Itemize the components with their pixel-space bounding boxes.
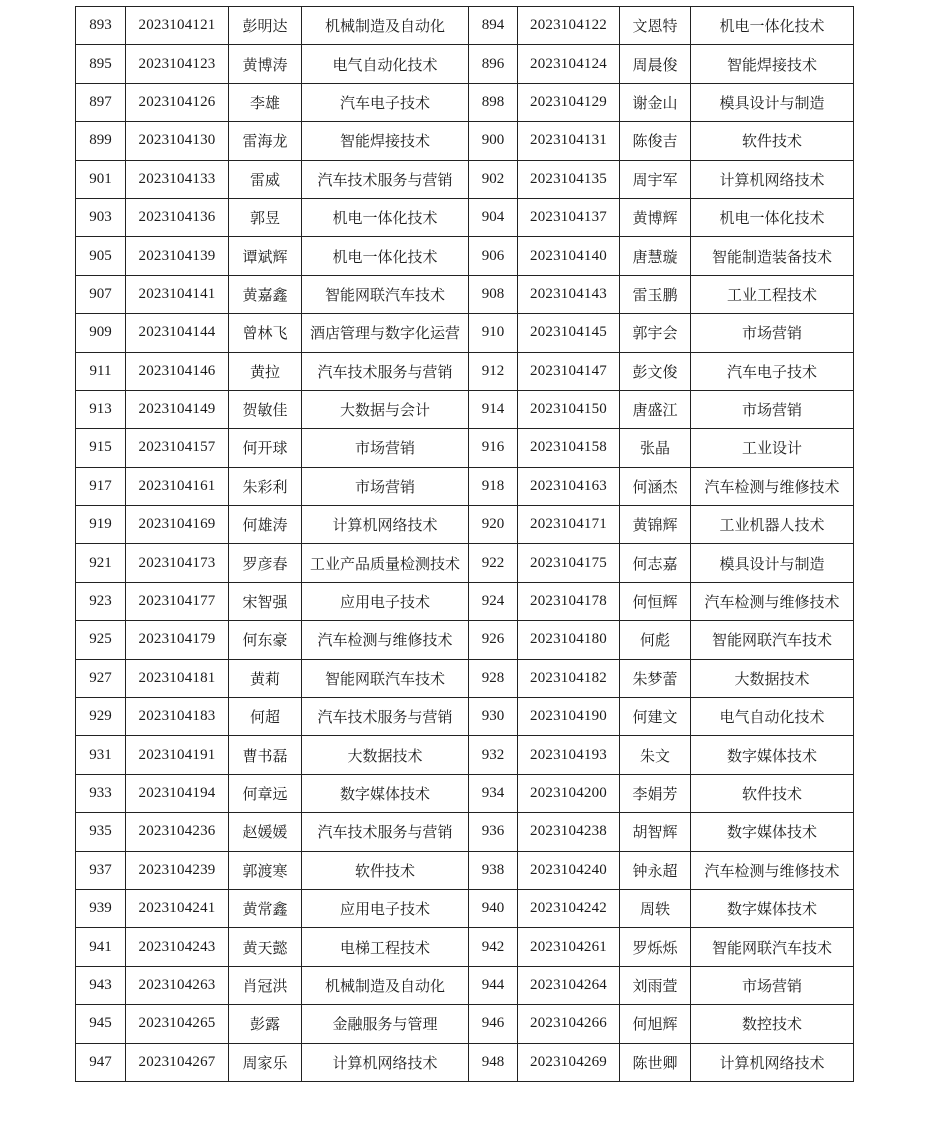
student-id-cell: 2023104144 <box>126 314 229 352</box>
student-name-cell: 胡智辉 <box>620 813 691 851</box>
student-id-cell: 2023104135 <box>518 160 620 198</box>
roster-body <box>76 7 854 1082</box>
student-name-cell: 谢金山 <box>620 83 691 121</box>
student-id-cell: 2023104182 <box>518 659 620 697</box>
student-id-cell: 2023104124 <box>518 45 620 83</box>
major-cell: 智能网联汽车技术 <box>302 275 469 313</box>
student-id-cell: 2023104158 <box>518 429 620 467</box>
major-cell: 市场营销 <box>691 314 854 352</box>
seq-number-cell: 943 <box>76 966 126 1004</box>
major-cell: 软件技术 <box>691 774 854 812</box>
table-row <box>76 851 854 889</box>
student-id-cell: 2023104266 <box>518 1005 620 1043</box>
seq-number-cell: 933 <box>76 774 126 812</box>
major-cell: 智能网联汽车技术 <box>691 621 854 659</box>
seq-number-cell: 898 <box>469 83 518 121</box>
student-id-cell: 2023104264 <box>518 966 620 1004</box>
student-name-cell: 周宇军 <box>620 160 691 198</box>
student-id-cell: 2023104143 <box>518 275 620 313</box>
student-name-cell: 何雄涛 <box>229 506 302 544</box>
seq-number-cell: 927 <box>76 659 126 697</box>
table-row <box>76 83 854 121</box>
student-id-cell: 2023104242 <box>518 889 620 927</box>
seq-number-cell: 917 <box>76 467 126 505</box>
table-row <box>76 659 854 697</box>
student-name-cell: 黄博辉 <box>620 198 691 236</box>
table-row <box>76 928 854 966</box>
major-cell: 计算机网络技术 <box>691 1043 854 1081</box>
major-cell: 汽车技术服务与营销 <box>302 698 469 736</box>
seq-number-cell: 941 <box>76 928 126 966</box>
student-name-cell: 李雄 <box>229 83 302 121</box>
student-id-cell: 2023104130 <box>126 122 229 160</box>
major-cell: 应用电子技术 <box>302 889 469 927</box>
major-cell: 电气自动化技术 <box>691 698 854 736</box>
seq-number-cell: 935 <box>76 813 126 851</box>
major-cell: 汽车技术服务与营销 <box>302 160 469 198</box>
seq-number-cell: 911 <box>76 352 126 390</box>
seq-number-cell: 945 <box>76 1005 126 1043</box>
student-name-cell: 何建文 <box>620 698 691 736</box>
student-name-cell: 谭斌辉 <box>229 237 302 275</box>
student-id-cell: 2023104149 <box>126 390 229 428</box>
seq-number-cell: 910 <box>469 314 518 352</box>
major-cell: 工业工程技术 <box>691 275 854 313</box>
major-cell: 数控技术 <box>691 1005 854 1043</box>
student-name-cell: 郭昱 <box>229 198 302 236</box>
student-id-cell: 2023104173 <box>126 544 229 582</box>
table-row <box>76 198 854 236</box>
student-id-cell: 2023104126 <box>126 83 229 121</box>
major-cell: 汽车技术服务与营销 <box>302 352 469 390</box>
student-name-cell: 罗烁烁 <box>620 928 691 966</box>
table-row <box>76 889 854 927</box>
student-roster-table <box>75 6 854 1082</box>
student-id-cell: 2023104129 <box>518 83 620 121</box>
student-name-cell: 文恩特 <box>620 7 691 45</box>
table-row <box>76 122 854 160</box>
major-cell: 计算机网络技术 <box>302 506 469 544</box>
table-row <box>76 813 854 851</box>
table-row <box>76 7 854 45</box>
table-row <box>76 544 854 582</box>
student-name-cell: 彭明达 <box>229 7 302 45</box>
seq-number-cell: 902 <box>469 160 518 198</box>
major-cell: 计算机网络技术 <box>302 1043 469 1081</box>
major-cell: 电气自动化技术 <box>302 45 469 83</box>
seq-number-cell: 937 <box>76 851 126 889</box>
student-id-cell: 2023104140 <box>518 237 620 275</box>
student-name-cell: 唐盛江 <box>620 390 691 428</box>
student-id-cell: 2023104131 <box>518 122 620 160</box>
student-name-cell: 郭宇会 <box>620 314 691 352</box>
seq-number-cell: 925 <box>76 621 126 659</box>
seq-number-cell: 946 <box>469 1005 518 1043</box>
major-cell: 市场营销 <box>691 966 854 1004</box>
table-row <box>76 352 854 390</box>
seq-number-cell: 923 <box>76 582 126 620</box>
seq-number-cell: 948 <box>469 1043 518 1081</box>
student-id-cell: 2023104239 <box>126 851 229 889</box>
student-id-cell: 2023104121 <box>126 7 229 45</box>
seq-number-cell: 899 <box>76 122 126 160</box>
major-cell: 市场营销 <box>691 390 854 428</box>
seq-number-cell: 929 <box>76 698 126 736</box>
student-name-cell: 何开球 <box>229 429 302 467</box>
student-id-cell: 2023104169 <box>126 506 229 544</box>
seq-number-cell: 894 <box>469 7 518 45</box>
major-cell: 机械制造及自动化 <box>302 966 469 1004</box>
major-cell: 金融服务与管理 <box>302 1005 469 1043</box>
student-id-cell: 2023104269 <box>518 1043 620 1081</box>
student-id-cell: 2023104178 <box>518 582 620 620</box>
student-id-cell: 2023104243 <box>126 928 229 966</box>
seq-number-cell: 908 <box>469 275 518 313</box>
seq-number-cell: 893 <box>76 7 126 45</box>
seq-number-cell: 921 <box>76 544 126 582</box>
seq-number-cell: 936 <box>469 813 518 851</box>
student-id-cell: 2023104157 <box>126 429 229 467</box>
student-name-cell: 宋智强 <box>229 582 302 620</box>
student-name-cell: 曾林飞 <box>229 314 302 352</box>
table-row <box>76 698 854 736</box>
seq-number-cell: 912 <box>469 352 518 390</box>
major-cell: 电梯工程技术 <box>302 928 469 966</box>
student-name-cell: 雷威 <box>229 160 302 198</box>
student-name-cell: 朱梦蕾 <box>620 659 691 697</box>
student-name-cell: 雷海龙 <box>229 122 302 160</box>
seq-number-cell: 919 <box>76 506 126 544</box>
student-name-cell: 朱文 <box>620 736 691 774</box>
student-name-cell: 周家乐 <box>229 1043 302 1081</box>
table-row <box>76 582 854 620</box>
student-name-cell: 黄嘉鑫 <box>229 275 302 313</box>
major-cell: 数字媒体技术 <box>691 736 854 774</box>
major-cell: 机电一体化技术 <box>691 198 854 236</box>
seq-number-cell: 903 <box>76 198 126 236</box>
major-cell: 模具设计与制造 <box>691 544 854 582</box>
student-name-cell: 刘雨萱 <box>620 966 691 1004</box>
student-id-cell: 2023104139 <box>126 237 229 275</box>
major-cell: 机电一体化技术 <box>691 7 854 45</box>
student-id-cell: 2023104236 <box>126 813 229 851</box>
major-cell: 大数据技术 <box>691 659 854 697</box>
major-cell: 计算机网络技术 <box>691 160 854 198</box>
student-id-cell: 2023104161 <box>126 467 229 505</box>
major-cell: 工业设计 <box>691 429 854 467</box>
student-name-cell: 何涵杰 <box>620 467 691 505</box>
student-id-cell: 2023104175 <box>518 544 620 582</box>
student-id-cell: 2023104146 <box>126 352 229 390</box>
major-cell: 汽车电子技术 <box>691 352 854 390</box>
student-id-cell: 2023104122 <box>518 7 620 45</box>
student-name-cell: 何恒辉 <box>620 582 691 620</box>
seq-number-cell: 944 <box>469 966 518 1004</box>
seq-number-cell: 904 <box>469 198 518 236</box>
seq-number-cell: 897 <box>76 83 126 121</box>
table-row <box>76 467 854 505</box>
student-name-cell: 黄莉 <box>229 659 302 697</box>
student-name-cell: 黄博涛 <box>229 45 302 83</box>
student-id-cell: 2023104200 <box>518 774 620 812</box>
seq-number-cell: 916 <box>469 429 518 467</box>
seq-number-cell: 942 <box>469 928 518 966</box>
student-id-cell: 2023104137 <box>518 198 620 236</box>
student-name-cell: 郭渡寒 <box>229 851 302 889</box>
table-row <box>76 314 854 352</box>
student-name-cell: 曹书磊 <box>229 736 302 774</box>
seq-number-cell: 909 <box>76 314 126 352</box>
student-id-cell: 2023104194 <box>126 774 229 812</box>
table-row <box>76 45 854 83</box>
student-name-cell: 彭露 <box>229 1005 302 1043</box>
student-id-cell: 2023104150 <box>518 390 620 428</box>
major-cell: 智能制造装备技术 <box>691 237 854 275</box>
seq-number-cell: 905 <box>76 237 126 275</box>
student-name-cell: 肖冠洪 <box>229 966 302 1004</box>
table-row <box>76 429 854 467</box>
major-cell: 汽车检测与维修技术 <box>691 582 854 620</box>
student-name-cell: 何彪 <box>620 621 691 659</box>
major-cell: 数字媒体技术 <box>691 813 854 851</box>
seq-number-cell: 895 <box>76 45 126 83</box>
seq-number-cell: 918 <box>469 467 518 505</box>
table-row <box>76 160 854 198</box>
major-cell: 智能焊接技术 <box>691 45 854 83</box>
seq-number-cell: 901 <box>76 160 126 198</box>
major-cell: 智能网联汽车技术 <box>302 659 469 697</box>
student-name-cell: 何旭辉 <box>620 1005 691 1043</box>
student-id-cell: 2023104238 <box>518 813 620 851</box>
table-row <box>76 736 854 774</box>
seq-number-cell: 938 <box>469 851 518 889</box>
student-id-cell: 2023104145 <box>518 314 620 352</box>
student-id-cell: 2023104261 <box>518 928 620 966</box>
student-id-cell: 2023104190 <box>518 698 620 736</box>
seq-number-cell: 930 <box>469 698 518 736</box>
major-cell: 应用电子技术 <box>302 582 469 620</box>
student-id-cell: 2023104183 <box>126 698 229 736</box>
student-name-cell: 何超 <box>229 698 302 736</box>
student-name-cell: 彭文俊 <box>620 352 691 390</box>
seq-number-cell: 940 <box>469 889 518 927</box>
student-name-cell: 何志嘉 <box>620 544 691 582</box>
student-id-cell: 2023104191 <box>126 736 229 774</box>
table-row <box>76 237 854 275</box>
major-cell: 汽车检测与维修技术 <box>691 467 854 505</box>
seq-number-cell: 931 <box>76 736 126 774</box>
seq-number-cell: 913 <box>76 390 126 428</box>
major-cell: 大数据与会计 <box>302 390 469 428</box>
student-name-cell: 贺敏佳 <box>229 390 302 428</box>
student-id-cell: 2023104147 <box>518 352 620 390</box>
seq-number-cell: 922 <box>469 544 518 582</box>
student-id-cell: 2023104180 <box>518 621 620 659</box>
major-cell: 数字媒体技术 <box>691 889 854 927</box>
seq-number-cell: 920 <box>469 506 518 544</box>
student-name-cell: 张晶 <box>620 429 691 467</box>
major-cell: 工业机器人技术 <box>691 506 854 544</box>
student-id-cell: 2023104265 <box>126 1005 229 1043</box>
major-cell: 市场营销 <box>302 429 469 467</box>
major-cell: 模具设计与制造 <box>691 83 854 121</box>
major-cell: 汽车检测与维修技术 <box>691 851 854 889</box>
major-cell: 数字媒体技术 <box>302 774 469 812</box>
student-id-cell: 2023104240 <box>518 851 620 889</box>
seq-number-cell: 934 <box>469 774 518 812</box>
major-cell: 智能焊接技术 <box>302 122 469 160</box>
student-name-cell: 罗彦春 <box>229 544 302 582</box>
student-id-cell: 2023104163 <box>518 467 620 505</box>
seq-number-cell: 926 <box>469 621 518 659</box>
seq-number-cell: 924 <box>469 582 518 620</box>
student-id-cell: 2023104136 <box>126 198 229 236</box>
student-id-cell: 2023104179 <box>126 621 229 659</box>
seq-number-cell: 915 <box>76 429 126 467</box>
student-name-cell: 何东豪 <box>229 621 302 659</box>
major-cell: 机电一体化技术 <box>302 237 469 275</box>
major-cell: 汽车电子技术 <box>302 83 469 121</box>
student-name-cell: 黄天懿 <box>229 928 302 966</box>
student-id-cell: 2023104181 <box>126 659 229 697</box>
major-cell: 市场营销 <box>302 467 469 505</box>
student-id-cell: 2023104141 <box>126 275 229 313</box>
table-row <box>76 774 854 812</box>
major-cell: 机电一体化技术 <box>302 198 469 236</box>
seq-number-cell: 907 <box>76 275 126 313</box>
seq-number-cell: 896 <box>469 45 518 83</box>
seq-number-cell: 914 <box>469 390 518 428</box>
major-cell: 软件技术 <box>691 122 854 160</box>
seq-number-cell: 947 <box>76 1043 126 1081</box>
student-name-cell: 陈世卿 <box>620 1043 691 1081</box>
table-row <box>76 390 854 428</box>
table-row <box>76 1043 854 1081</box>
student-name-cell: 周晨俊 <box>620 45 691 83</box>
student-name-cell: 唐慧璇 <box>620 237 691 275</box>
table-row <box>76 275 854 313</box>
student-name-cell: 何章远 <box>229 774 302 812</box>
table-row <box>76 506 854 544</box>
seq-number-cell: 939 <box>76 889 126 927</box>
seq-number-cell: 932 <box>469 736 518 774</box>
major-cell: 智能网联汽车技术 <box>691 928 854 966</box>
seq-number-cell: 906 <box>469 237 518 275</box>
student-name-cell: 钟永超 <box>620 851 691 889</box>
student-name-cell: 陈俊吉 <box>620 122 691 160</box>
major-cell: 软件技术 <box>302 851 469 889</box>
student-name-cell: 周轶 <box>620 889 691 927</box>
major-cell: 酒店管理与数字化运营 <box>302 314 469 352</box>
student-id-cell: 2023104193 <box>518 736 620 774</box>
student-name-cell: 黄锦辉 <box>620 506 691 544</box>
seq-number-cell: 928 <box>469 659 518 697</box>
student-name-cell: 李娟芳 <box>620 774 691 812</box>
student-name-cell: 雷玉鹏 <box>620 275 691 313</box>
seq-number-cell: 900 <box>469 122 518 160</box>
student-name-cell: 朱彩利 <box>229 467 302 505</box>
major-cell: 机械制造及自动化 <box>302 7 469 45</box>
student-name-cell: 黄常鑫 <box>229 889 302 927</box>
student-name-cell: 赵媛媛 <box>229 813 302 851</box>
major-cell: 汽车检测与维修技术 <box>302 621 469 659</box>
major-cell: 工业产品质量检测技术 <box>302 544 469 582</box>
student-id-cell: 2023104123 <box>126 45 229 83</box>
student-id-cell: 2023104263 <box>126 966 229 1004</box>
student-id-cell: 2023104177 <box>126 582 229 620</box>
student-id-cell: 2023104133 <box>126 160 229 198</box>
table-row <box>76 1005 854 1043</box>
student-id-cell: 2023104267 <box>126 1043 229 1081</box>
major-cell: 大数据技术 <box>302 736 469 774</box>
student-id-cell: 2023104241 <box>126 889 229 927</box>
major-cell: 汽车技术服务与营销 <box>302 813 469 851</box>
student-id-cell: 2023104171 <box>518 506 620 544</box>
table-row <box>76 621 854 659</box>
student-name-cell: 黄拉 <box>229 352 302 390</box>
table-row <box>76 966 854 1004</box>
